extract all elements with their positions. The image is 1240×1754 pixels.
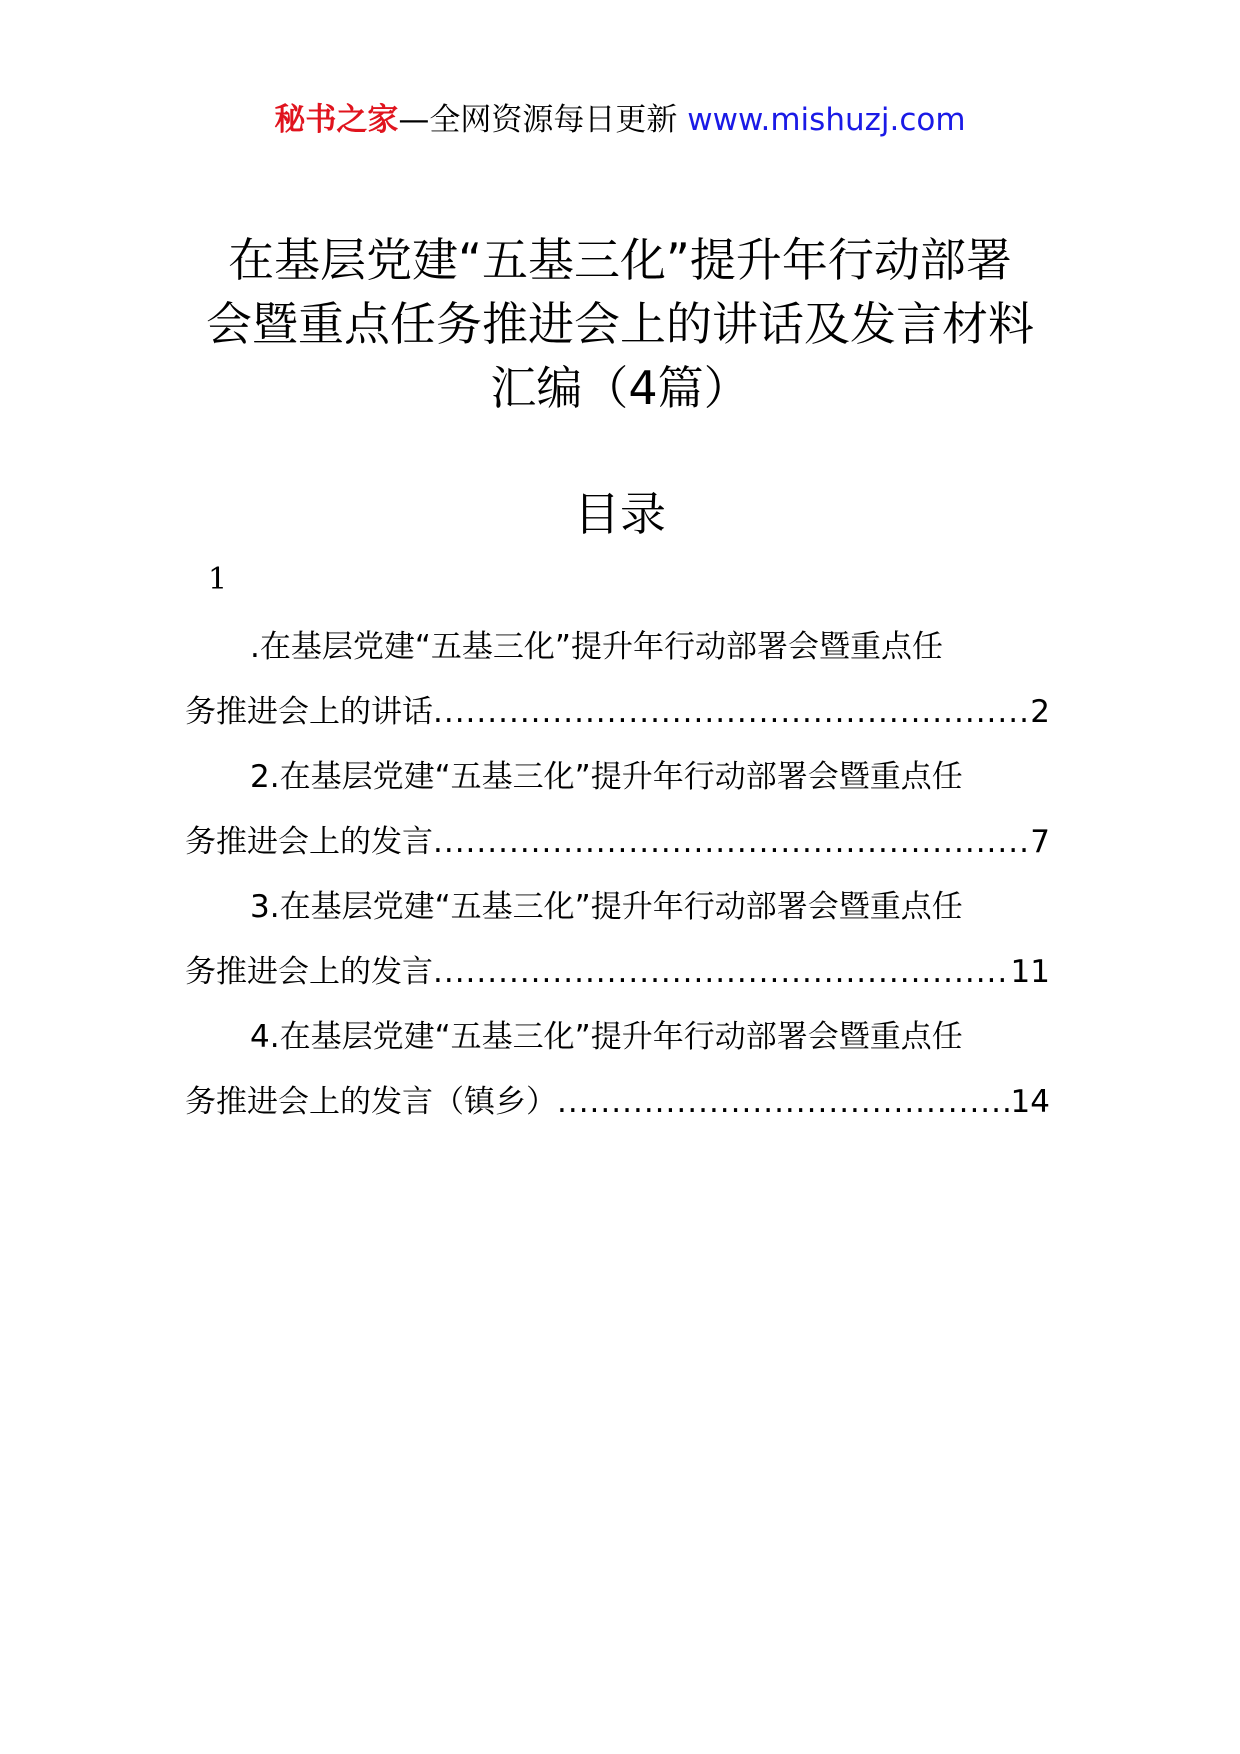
title-line: 汇编（4篇） — [490, 361, 750, 415]
dot-leader — [433, 810, 1028, 875]
dot-leader — [557, 1070, 1009, 1135]
toc-page-number: 2 — [1030, 694, 1050, 730]
title-line: 会暨重点任务推进会上的讲话及发言材料 — [206, 297, 1034, 351]
toc-page-number: 7 — [1030, 824, 1050, 860]
header-banner — [0, 100, 1240, 140]
toc-entry-title-continued: 务推进会上的发言（镇乡） — [185, 1084, 557, 1120]
toc-entry-title: 4.在基层党建“五基三化”提升年行动部署会暨重点任 — [250, 1019, 963, 1055]
toc-heading: 目录 — [574, 487, 666, 541]
toc-entry-title: 2.在基层党建“五基三化”提升年行动部署会暨重点任 — [250, 759, 963, 795]
site-link[interactable]: www.mishuzj.com — [687, 102, 966, 138]
toc-page-number: 11 — [1010, 954, 1050, 990]
toc-entry[interactable] — [185, 745, 1050, 875]
toc-entry-title-continued: 务推进会上的讲话 — [185, 694, 433, 730]
document-title — [150, 228, 1090, 420]
dot-leader — [433, 680, 1028, 745]
toc-entry-title: 3.在基层党建“五基三化”提升年行动部署会暨重点任 — [250, 889, 963, 925]
toc-page-number: 14 — [1010, 1084, 1050, 1120]
toc-orphan-number: 1 — [208, 562, 228, 597]
toc-entry-title-continued: 务推进会上的发言 — [185, 824, 433, 860]
brand-tagline: —全网资源每日更新 — [398, 102, 688, 138]
table-of-contents — [185, 615, 1050, 1135]
dot-leader — [433, 940, 1009, 1005]
title-line: 在基层党建“五基三化”提升年行动部署 — [228, 233, 1012, 287]
brand-name: 秘书之家 — [274, 102, 399, 138]
toc-entry-title: .在基层党建“五基三化”提升年行动部署会暨重点任 — [250, 629, 943, 665]
toc-entry[interactable] — [185, 615, 1050, 745]
toc-entry[interactable] — [185, 1005, 1050, 1135]
toc-entry[interactable] — [185, 875, 1050, 1005]
toc-entry-title-continued: 务推进会上的发言 — [185, 954, 433, 990]
